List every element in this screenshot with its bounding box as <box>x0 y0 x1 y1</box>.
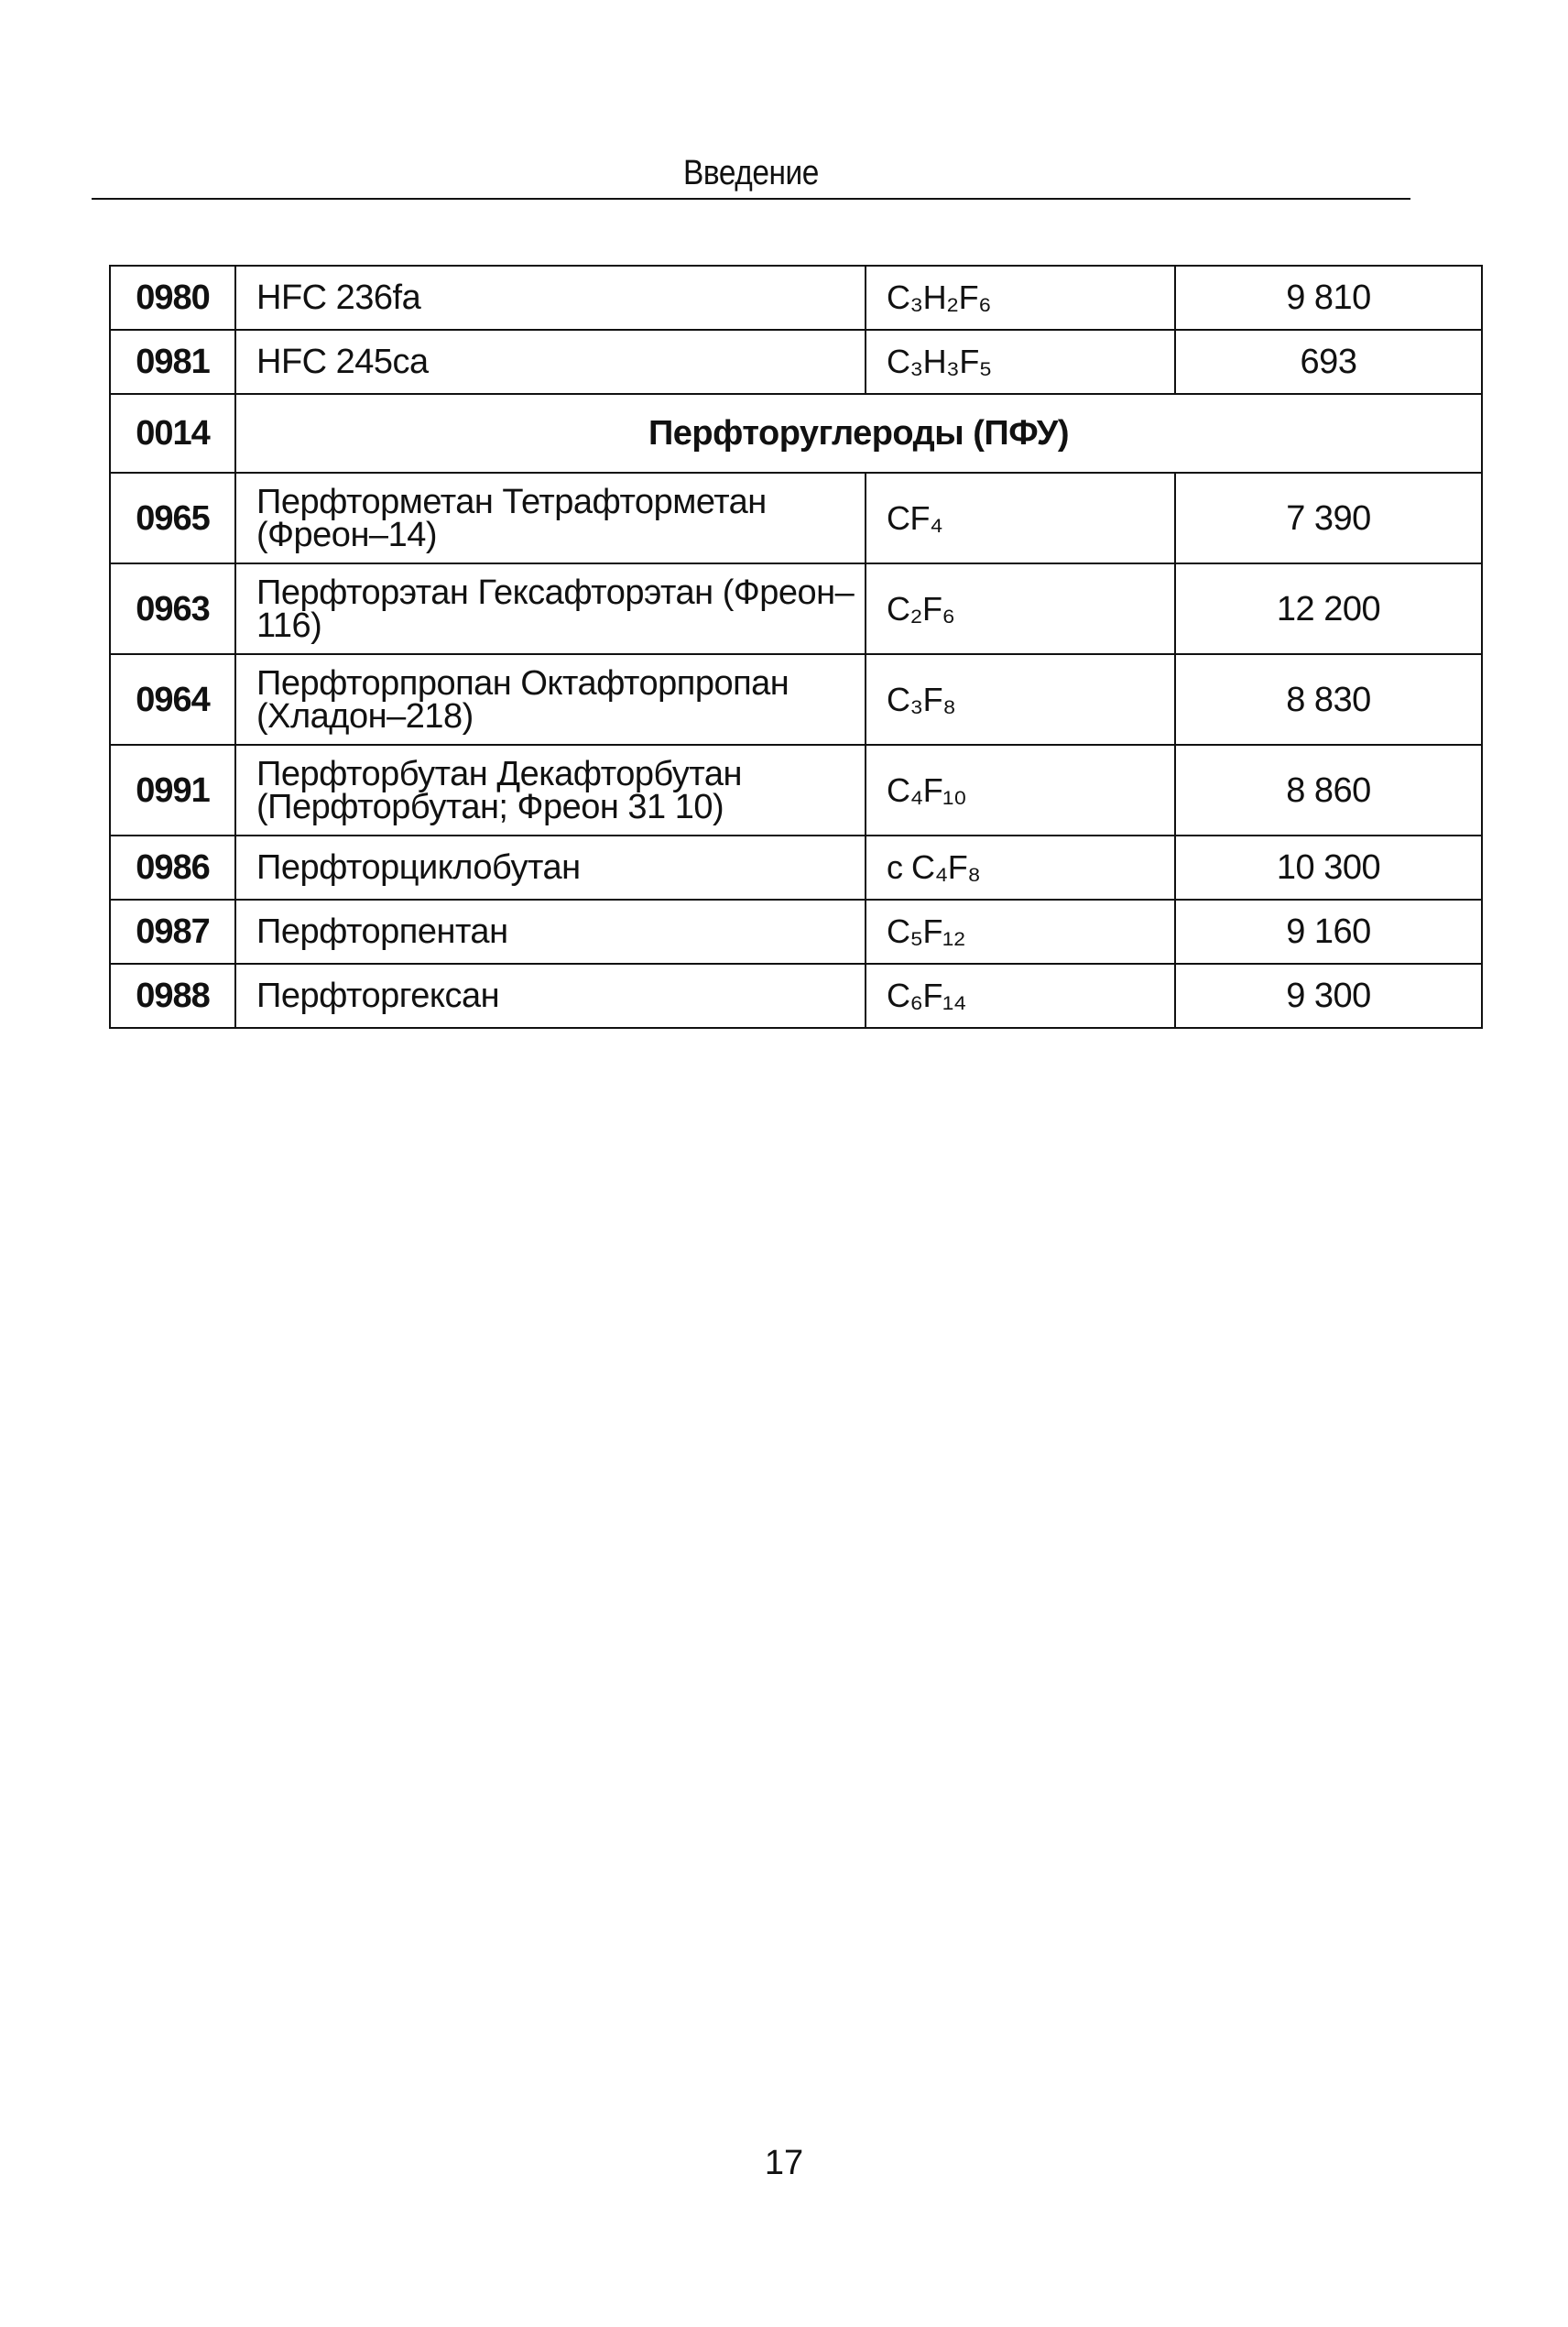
section-code: 0014 <box>110 394 235 473</box>
substance-code: 0965 <box>110 473 235 563</box>
substance-code: 0986 <box>110 836 235 900</box>
chemical-formula: C₃H₃F₅ <box>887 343 992 380</box>
chemical-formula: C₅F₁₂ <box>887 912 966 950</box>
gwp-value: 7 390 <box>1175 473 1482 563</box>
gwp-value: 12 200 <box>1175 563 1482 654</box>
table-row <box>110 836 1482 900</box>
gwp-value: 9 810 <box>1175 266 1482 330</box>
gwp-table <box>109 265 1483 1029</box>
substance-name: Перфторпентан <box>235 900 866 964</box>
section-title: Перфторуглероды (ПФУ) <box>235 394 1482 473</box>
table-row <box>110 266 1482 330</box>
chemical-formula: C₂F₆ <box>887 589 955 628</box>
gwp-value: 9 160 <box>1175 900 1482 964</box>
header-divider <box>92 198 1410 200</box>
chemical-formula: CF₄ <box>887 498 943 537</box>
gwp-value: 9 300 <box>1175 964 1482 1028</box>
substance-code: 0964 <box>110 654 235 745</box>
gwp-value: 8 860 <box>1175 745 1482 836</box>
running-header: Введение <box>683 154 819 192</box>
substance-name: Перфторбутан Декафторбутан (Перфторбутан; Фреон 31 10) <box>235 745 866 836</box>
gwp-value: 693 <box>1175 330 1482 394</box>
chemical-formula: C₄F₁₀ <box>887 770 967 809</box>
table-row <box>110 654 1482 745</box>
section-row <box>110 394 1482 473</box>
table-row <box>110 563 1482 654</box>
table-row <box>110 900 1482 964</box>
substance-code: 0987 <box>110 900 235 964</box>
page-number: 17 <box>764 2144 804 2182</box>
gwp-value: 10 300 <box>1175 836 1482 900</box>
substance-name: HFC 245ca <box>235 330 866 394</box>
table-row <box>110 473 1482 563</box>
substance-code: 0991 <box>110 745 235 836</box>
table-row <box>110 330 1482 394</box>
substance-name: HFC 236fa <box>235 266 866 330</box>
substance-name: Перфторциклобутан <box>235 836 866 900</box>
chemical-formula: C₃F₈ <box>887 680 956 718</box>
substance-name: Перфторметан Тетрафторметан (Фреон–14) <box>235 473 866 563</box>
substance-code: 0980 <box>110 266 235 330</box>
gwp-value: 8 830 <box>1175 654 1482 745</box>
substance-name: Перфторпропан Октафторпропан (Хладон–218) <box>235 654 866 745</box>
chemical-formula: C₃H₂F₆ <box>887 279 992 316</box>
chemical-formula: c C₄F₈ <box>887 848 981 886</box>
chemical-formula: C₆F₁₄ <box>887 977 966 1014</box>
substance-code: 0963 <box>110 563 235 654</box>
substance-code: 0981 <box>110 330 235 394</box>
table-row <box>110 964 1482 1028</box>
substance-name: Перфторгексан <box>235 964 866 1028</box>
table-row <box>110 745 1482 836</box>
substance-name: Перфторэтан Гексафторэтан (Фреон–116) <box>235 563 866 654</box>
substance-code: 0988 <box>110 964 235 1028</box>
